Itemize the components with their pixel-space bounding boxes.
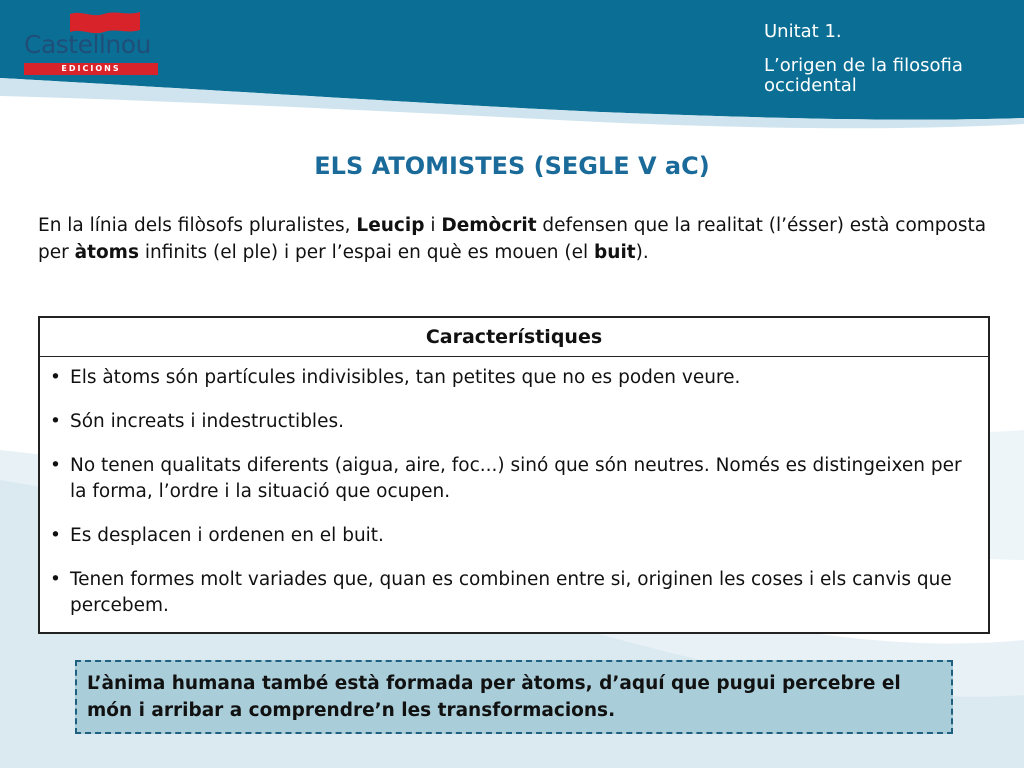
unit-label bbox=[764, 22, 1014, 96]
intro-text-2: i bbox=[424, 215, 442, 236]
bullet-icon: • bbox=[50, 367, 61, 388]
list-item-text: No tenen qualitats diferents (aigua, aire, foc...) sinó que són neutres. Només es distingeixen per la forma, l’ordre i la situació que ocupen. bbox=[70, 455, 962, 502]
list-item bbox=[40, 523, 988, 549]
characteristics-table bbox=[38, 316, 990, 634]
bullet-icon: • bbox=[50, 411, 61, 432]
table-header: Característiques bbox=[40, 318, 988, 357]
page-title: ELS ATOMISTES (SEGLE V aC) bbox=[314, 152, 710, 180]
intro-bold-democrit: Demòcrit bbox=[441, 215, 537, 236]
note-box bbox=[75, 660, 953, 734]
logo-brand: Castellnou bbox=[24, 30, 151, 59]
list-item-text: Els àtoms són partícules indivisibles, tan petites que no es poden veure. bbox=[70, 367, 741, 388]
list-item-text: Tenen formes molt variades que, quan es combinen entre si, originen les coses i els canvis que percebem. bbox=[70, 569, 952, 616]
intro-bold-leucip: Leucip bbox=[356, 215, 425, 236]
list-item bbox=[40, 409, 988, 435]
list-item bbox=[40, 453, 988, 505]
intro-bold-buit: buit bbox=[594, 242, 636, 263]
intro-text-1: En la línia dels filòsofs pluralistes, bbox=[38, 215, 357, 236]
intro-bold-atoms: àtoms bbox=[74, 242, 139, 263]
list-item bbox=[40, 365, 988, 391]
note-text: L’ànima humana també està formada per àtoms, d’aquí que pugui percebre el món i arribar a comprendre’n les transformacions. bbox=[87, 673, 901, 721]
logo-subtitle: EDICIONS bbox=[24, 63, 158, 75]
intro-paragraph bbox=[38, 212, 988, 266]
list-item-text: Són increats i indestructibles. bbox=[70, 411, 344, 432]
bullet-icon: • bbox=[50, 569, 61, 590]
intro-text-3: defensen que la realitat (l’ésser) està composta per bbox=[38, 215, 987, 263]
bullet-icon: • bbox=[50, 455, 61, 476]
intro-text-4: infinits (el ple) i per l’espai en què es mouen (el bbox=[138, 242, 595, 263]
characteristics-list bbox=[40, 357, 988, 619]
intro-text-5: ). bbox=[635, 242, 649, 263]
list-item bbox=[40, 567, 988, 619]
unit-number: Unitat 1. bbox=[764, 21, 842, 42]
list-item-text: Es desplacen i ordenen en el buit. bbox=[70, 525, 384, 546]
unit-title: L’origen de la filosofia occidental bbox=[764, 55, 963, 96]
bullet-icon: • bbox=[50, 525, 61, 546]
